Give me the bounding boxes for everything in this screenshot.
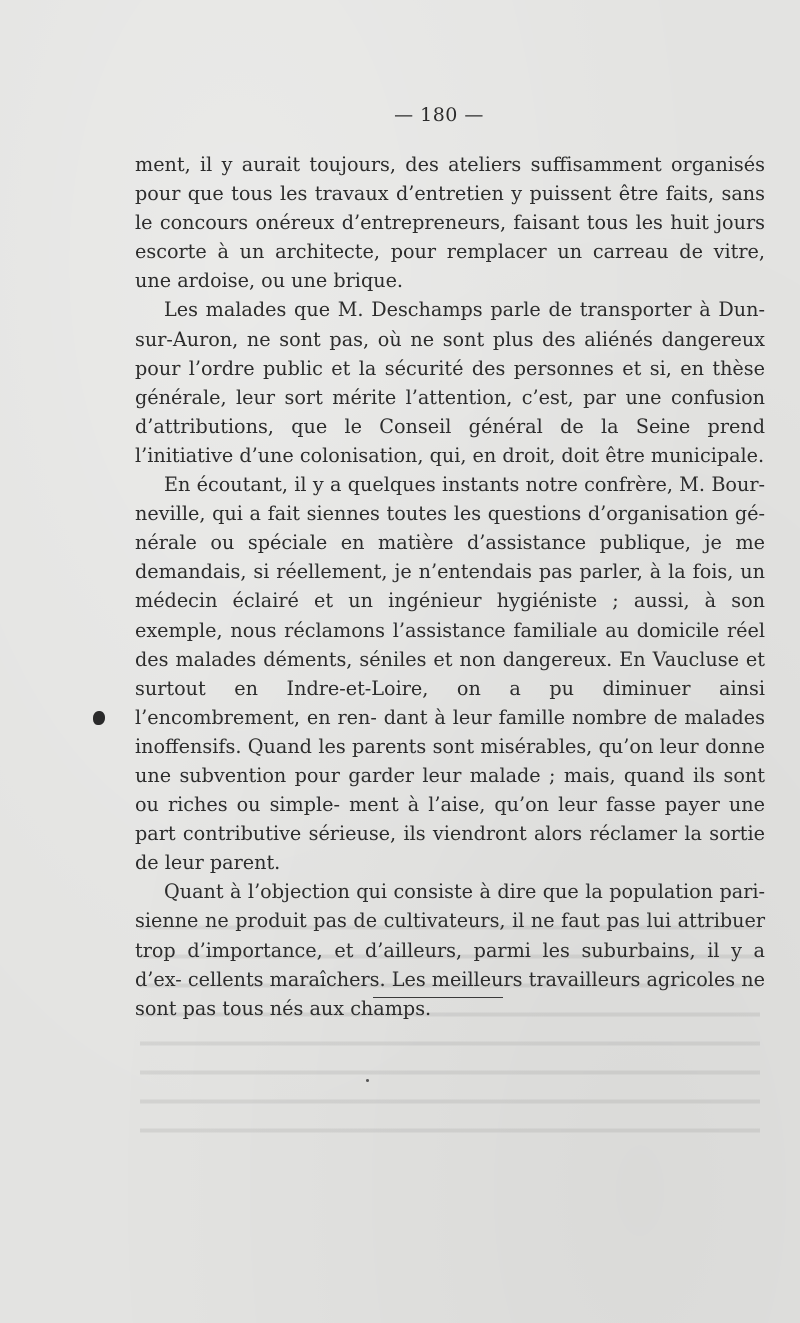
- text-line: générale, leur sort mérite l’attention, c’est, par une confusion: [135, 385, 765, 409]
- paragraph: [135, 877, 765, 1022]
- text-line: pour l’ordre public et la sécurité des personnes et si, en thèse: [135, 356, 765, 380]
- text-line: sur-Auron, ne sont pas, où ne sont plus des aliénés dangereux: [135, 327, 765, 351]
- text-line: Indre-et-Loire, on a pu diminuer ainsi l’encombrement, en ren-: [135, 676, 765, 729]
- text-line: concours onéreux d’entrepreneurs, faisant tous les huit jours: [159, 211, 765, 235]
- text-line: garder leur malade ; mais, quand ils sont ou riches ou simple-: [135, 763, 765, 817]
- text-line: trop d’importance, et d’ailleurs, parmi les suburbains, il y a d’ex-: [135, 938, 765, 991]
- text-line: médecin éclairé et un ingénieur hygiéniste ; aussi, à son exemple,: [135, 589, 765, 642]
- paragraph: [135, 470, 765, 877]
- section-end-rule: [373, 997, 503, 998]
- text-line: nérale ou spéciale en matière d’assistance publique, je me: [135, 531, 765, 555]
- ink-blot-mark: [93, 711, 105, 725]
- text-line: sienne ne produit pas de cultivateurs, il ne faut pas lui attribuer: [135, 909, 765, 933]
- text-line: dant à leur famille nombre de malades inoffensifs. Quand les: [135, 705, 766, 758]
- text-line: En écoutant, il y a quelques instants notre confrère, M. Bour-: [164, 473, 765, 497]
- text-line: parents sont misérables, qu’on leur donne une subvention pour: [135, 734, 765, 787]
- text-line: pour que tous les travaux d’entretien y puissent être faits, sans le: [135, 182, 765, 235]
- text-line: pas tous nés aux champs.: [182, 996, 432, 1020]
- page-number: — 180 —: [394, 104, 484, 126]
- text-line: ment, il y aurait toujours, des ateliers suffisamment organisés: [135, 153, 765, 176]
- text-line: neville, qui a fait siennes toutes les questions d’organisation gé-: [135, 502, 765, 526]
- text-line: nous réclamons l’assistance familiale au domicile réel des malades: [135, 618, 765, 671]
- text-line: Les malades que M. Deschamps parle de transporter à Dun-: [164, 298, 765, 322]
- text-line: ment à l’aise, qu’on leur fasse payer une part contributive sérieuse,: [135, 793, 765, 846]
- text-line: demandais, si réellement, je n’entendais pas parler, à la fois, un: [135, 560, 765, 584]
- paragraph: [135, 295, 765, 470]
- text-line: cellents maraîchers. Les meilleurs travailleurs agricoles ne sont: [135, 967, 765, 1020]
- text-line: d’une colonisation, qui, en droit, doit être municipale.: [239, 443, 765, 467]
- text-line: ils viendront alors réclamer la sortie de leur parent.: [135, 822, 765, 875]
- text-line: Quant à l’objection qui consiste à dire que la population pari-: [164, 880, 765, 904]
- paragraph: [135, 150, 765, 295]
- text-line: déments, séniles et non dangereux. En Vaucluse et surtout en: [135, 647, 765, 700]
- body-text: [135, 150, 765, 1023]
- text-line: ardoise, ou une brique.: [177, 269, 404, 293]
- text-line: d’attributions, que le Conseil général de la Seine prend l’initiative: [135, 414, 765, 467]
- paper-speck: [366, 1079, 369, 1082]
- text-line: escorte à un architecte, pour remplacer un carreau de vitre, une: [135, 240, 765, 293]
